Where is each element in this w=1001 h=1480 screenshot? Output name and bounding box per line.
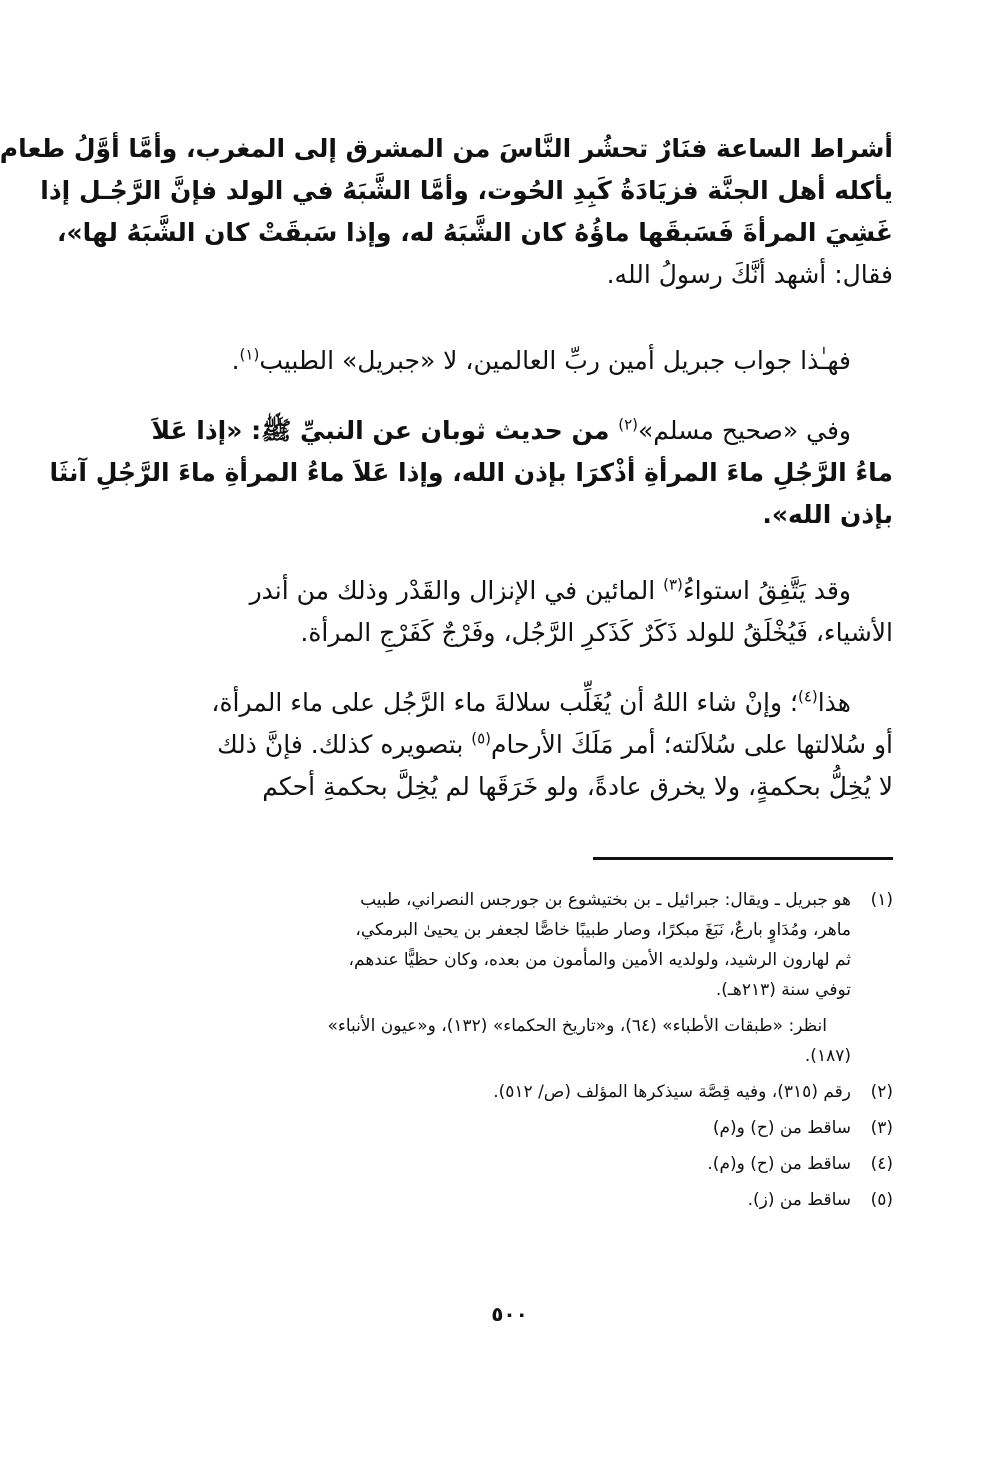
footnotes bbox=[138, 885, 893, 1215]
footnote-line: رقم (٣١٥)، وفيه قِصَّة سيذكرها المؤلف (ص/ ٥١٢). bbox=[493, 1082, 851, 1102]
footnote-body bbox=[138, 1113, 851, 1143]
paragraph-3-line-2: ماءُ الرَّجُلِ ماءَ المرأةِ أذْكرَا بإذن الله، وإذا عَلاَ ماءُ المرأةِ ماءَ الرَّجُلِ آنثَا bbox=[49, 458, 893, 487]
paragraph-1 bbox=[0, 128, 893, 296]
paragraph-5 bbox=[138, 682, 893, 808]
paragraph-3-line-1 bbox=[138, 410, 893, 452]
paragraph-1-line-4: فقال: أشهد أنَّكَ رسولُ الله. bbox=[606, 260, 893, 289]
footnote-line: ساقط من (ح) و(م) bbox=[712, 1118, 851, 1138]
paragraph-5-line-2 bbox=[138, 724, 893, 766]
paragraph-4-line-2: الأشياء، فَيُخْلَقُ للولد ذَكَرٌ كَذَكرِ الرَّجُل، وفَرْجٌ كَفَرْجِ المرأة. bbox=[300, 618, 893, 647]
paragraph-3-text-a: وفي «صحيح مسلم» bbox=[637, 416, 851, 445]
paragraph-3 bbox=[49, 410, 893, 536]
footnote-line: ماهر، ومُدَاوٍ بارعٌ، نَبَغَ مبكرًا، وصار طبيبًا خاصًّا لجعفر بن يحيىٰ البرمكي، bbox=[355, 920, 851, 940]
footnote-line: ساقط من (ز). bbox=[747, 1190, 851, 1210]
footnote-3 bbox=[138, 1113, 893, 1143]
paragraph-3-text-b: من حديث ثوبان عن النبيِّ ﷺ: «إذا عَلاَ bbox=[151, 416, 619, 445]
footnote-number: (٥) bbox=[870, 1190, 893, 1210]
footnote-number: (١) bbox=[870, 890, 893, 910]
footnote-2 bbox=[138, 1077, 893, 1107]
footnote-number: (٣) bbox=[870, 1118, 893, 1138]
paragraph-5-line-1 bbox=[138, 682, 893, 724]
paragraph-2-text-a: فهـٰذا جواب جبريل أمين ربِّ العالمين، لا «جبريل» الطبيب bbox=[259, 346, 851, 375]
footnote-ref-4: (٤) bbox=[797, 687, 818, 706]
footnote-line: ثم لهارون الرشيد، ولولديه الأمين والمأمون من بعده، وكان حظيًّا عندهم، bbox=[348, 950, 851, 970]
paragraph-2-text-b: . bbox=[231, 346, 240, 375]
footnote-line: هو جبريل ـ ويقال: جبرائيل ـ بن بختيشوع بن جورجس النصراني، طبيب bbox=[360, 890, 851, 910]
footnote-line: انظر: «طبقات الأطباء» (٦٤)، و«تاريخ الحكماء» (١٣٢)، و«عيون الأنباء» bbox=[327, 1016, 827, 1036]
footnote-5 bbox=[138, 1185, 893, 1215]
footnote-ref-5: (٥) bbox=[471, 729, 492, 748]
paragraph-1-line-3: غَشِيَ المرأةَ فَسَبقَها ماؤُهُ كان الشَّبَهُ له، وإذا سَبقَتْ كان الشَّبَهُ لها»، bbox=[57, 218, 893, 247]
footnote-1-references bbox=[138, 1011, 893, 1071]
footnote-line: توفي سنة (٢١٣هـ). bbox=[715, 980, 851, 1000]
footnote-4 bbox=[138, 1149, 893, 1179]
paragraph-3-line-3: بإذن الله». bbox=[762, 500, 893, 529]
footnote-body bbox=[138, 1077, 851, 1107]
paragraph-5-line-3: لا يُخِلُّ بحكمةٍ، ولا يخرق عادةً، ولو خَرَقَها لم يُخِلَّ بحكمةِ أحكم bbox=[262, 772, 893, 801]
paragraph-5-text-c: أو سُلالتها على سُلاَلته؛ أمر مَلَكَ الأرحام bbox=[491, 730, 893, 759]
footnote-number: (٢) bbox=[870, 1082, 893, 1102]
paragraph-4-text-b: المائين في الإنزال والقَدْر وذلك من أندر bbox=[249, 576, 664, 605]
paragraph-4-text-a: وقد يَتَّفِقُ استواءُ bbox=[682, 576, 851, 605]
paragraph-5-text-d: بتصويره كذلك. فإنَّ ذلك bbox=[217, 730, 472, 759]
footnote-separator bbox=[593, 857, 893, 860]
footnote-body bbox=[138, 1185, 851, 1215]
paragraph-2-line-1 bbox=[138, 340, 893, 382]
footnote-body bbox=[138, 885, 851, 1005]
paragraph-1-line-2: يأكله أهل الجنَّة فزيَادَةُ كَبِدِ الحُوت، وأمَّا الشَّبَهُ في الولد فإنَّ الرَّجُـل إذا bbox=[40, 176, 893, 205]
footnote-number: (٤) bbox=[870, 1154, 893, 1174]
footnote-line: ساقط من (ح) و(م). bbox=[707, 1154, 851, 1174]
paragraph-5-text-a: هذا bbox=[817, 688, 851, 717]
footnote-line: (١٨٧). bbox=[804, 1046, 851, 1066]
page-number: ٥٠٠ bbox=[491, 1302, 528, 1326]
footnote-ref-1: (١) bbox=[239, 345, 260, 364]
footnote-ref-2: (٢) bbox=[618, 415, 638, 434]
footnote-body bbox=[138, 1149, 851, 1179]
footnote-ref-3: (٣) bbox=[663, 575, 683, 594]
paragraph-4 bbox=[138, 570, 893, 654]
paragraph-1-line-1: أشراط الساعة فنَارٌ تحشُر النَّاسَ من المشرق إلى المغرب، وأمَّا أوَّلُ طعام bbox=[0, 134, 893, 163]
paragraph-2 bbox=[138, 340, 893, 382]
paragraph-5-text-b: ؛ وإنْ شاء اللهُ أن يُغَلِّب سلالةَ ماء الرَّجُل على ماء المرأة، bbox=[211, 688, 798, 717]
footnote-1 bbox=[138, 885, 893, 1005]
paragraph-4-line-1 bbox=[138, 570, 893, 612]
